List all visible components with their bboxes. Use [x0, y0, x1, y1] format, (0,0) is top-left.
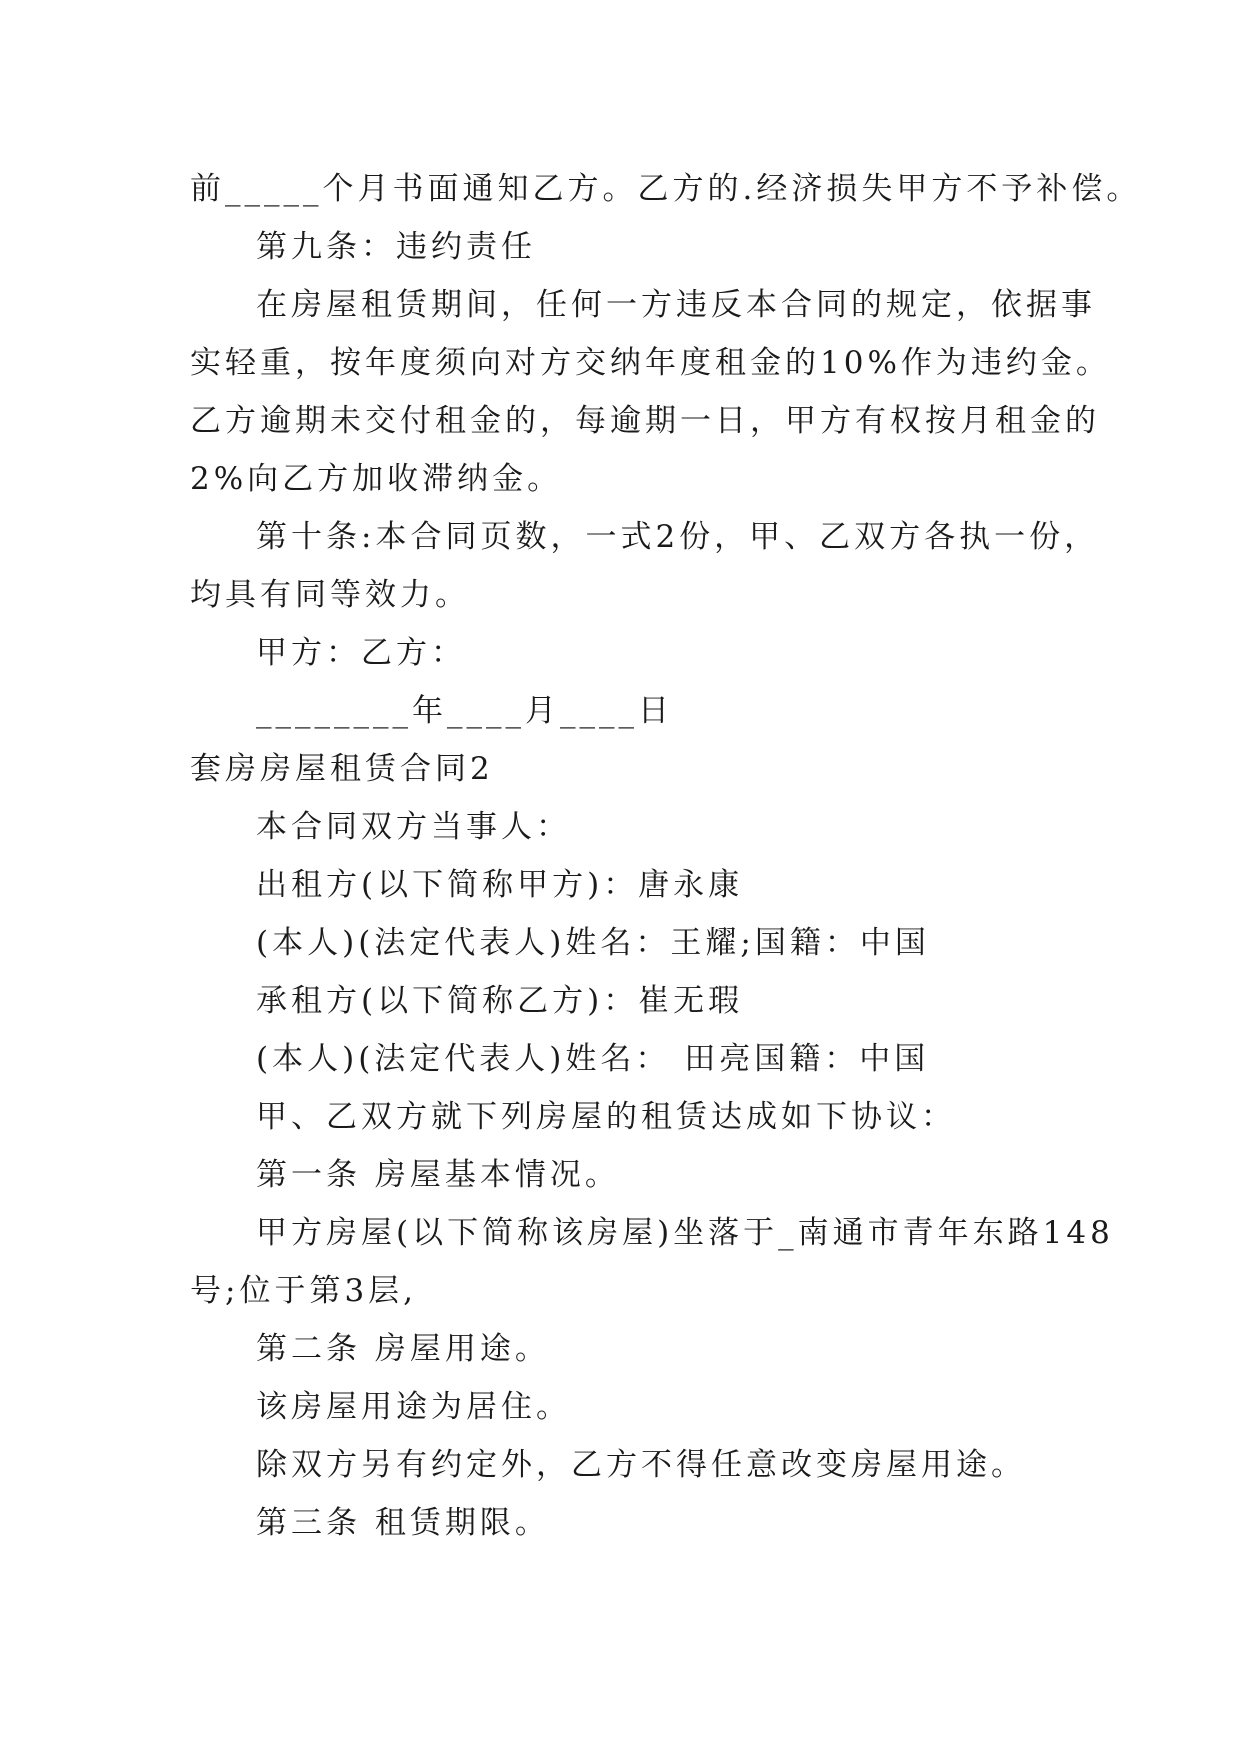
date-line: ________年____月____日: [256, 693, 673, 729]
contract-title: 套房房屋租赁合同2: [190, 751, 494, 787]
party-line: 出租方(以下简称甲方)：唐永康: [256, 867, 744, 903]
text-line: 该房屋用途为居住。: [256, 1389, 571, 1425]
text-line: 2%向乙方加收滞纳金。: [190, 461, 563, 497]
text-line: 除双方另有约定外，乙方不得任意改变房屋用途。: [256, 1447, 1026, 1483]
text-line: 本合同双方当事人：: [256, 809, 571, 845]
section-heading: 第一条 房屋基本情况。: [256, 1157, 620, 1193]
text-line: 实轻重，按年度须向对方交纳年度租金的10%作为违约金。: [190, 345, 1111, 381]
document-body: [190, 160, 1142, 1552]
party-line: 承租方(以下简称乙方)：崔无瑕: [256, 983, 744, 1019]
section-heading: 第九条：违约责任: [256, 229, 536, 265]
text-line: 前_____个月书面通知乙方。乙方的.经济损失甲方不予补偿。: [190, 171, 1142, 207]
text-line: 甲方房屋(以下简称该房屋)坐落于_南通市青年东路148: [256, 1215, 1114, 1251]
party-line: (本人)(法定代表人)姓名：王耀;国籍：中国: [256, 925, 930, 961]
section-heading: 第三条 租赁期限。: [256, 1505, 550, 1541]
signature-line: 甲方：乙方：: [256, 635, 466, 671]
party-line: (本人)(法定代表人)姓名： 田亮国籍：中国: [256, 1041, 930, 1077]
text-line: 在房屋租赁期间，任何一方违反本合同的规定，依据事: [256, 287, 1096, 323]
section-heading: 第二条 房屋用途。: [256, 1331, 550, 1367]
text-line: 甲、乙双方就下列房屋的租赁达成如下协议：: [256, 1099, 956, 1135]
text-line: 乙方逾期未交付租金的，每逾期一日，甲方有权按月租金的: [190, 403, 1100, 439]
text-line: 均具有同等效力。: [190, 577, 470, 613]
text-line: 号;位于第3层,: [190, 1273, 418, 1309]
section-heading: 第十条:本合同页数，一式2份，甲、乙双方各执一份，: [256, 519, 1100, 555]
